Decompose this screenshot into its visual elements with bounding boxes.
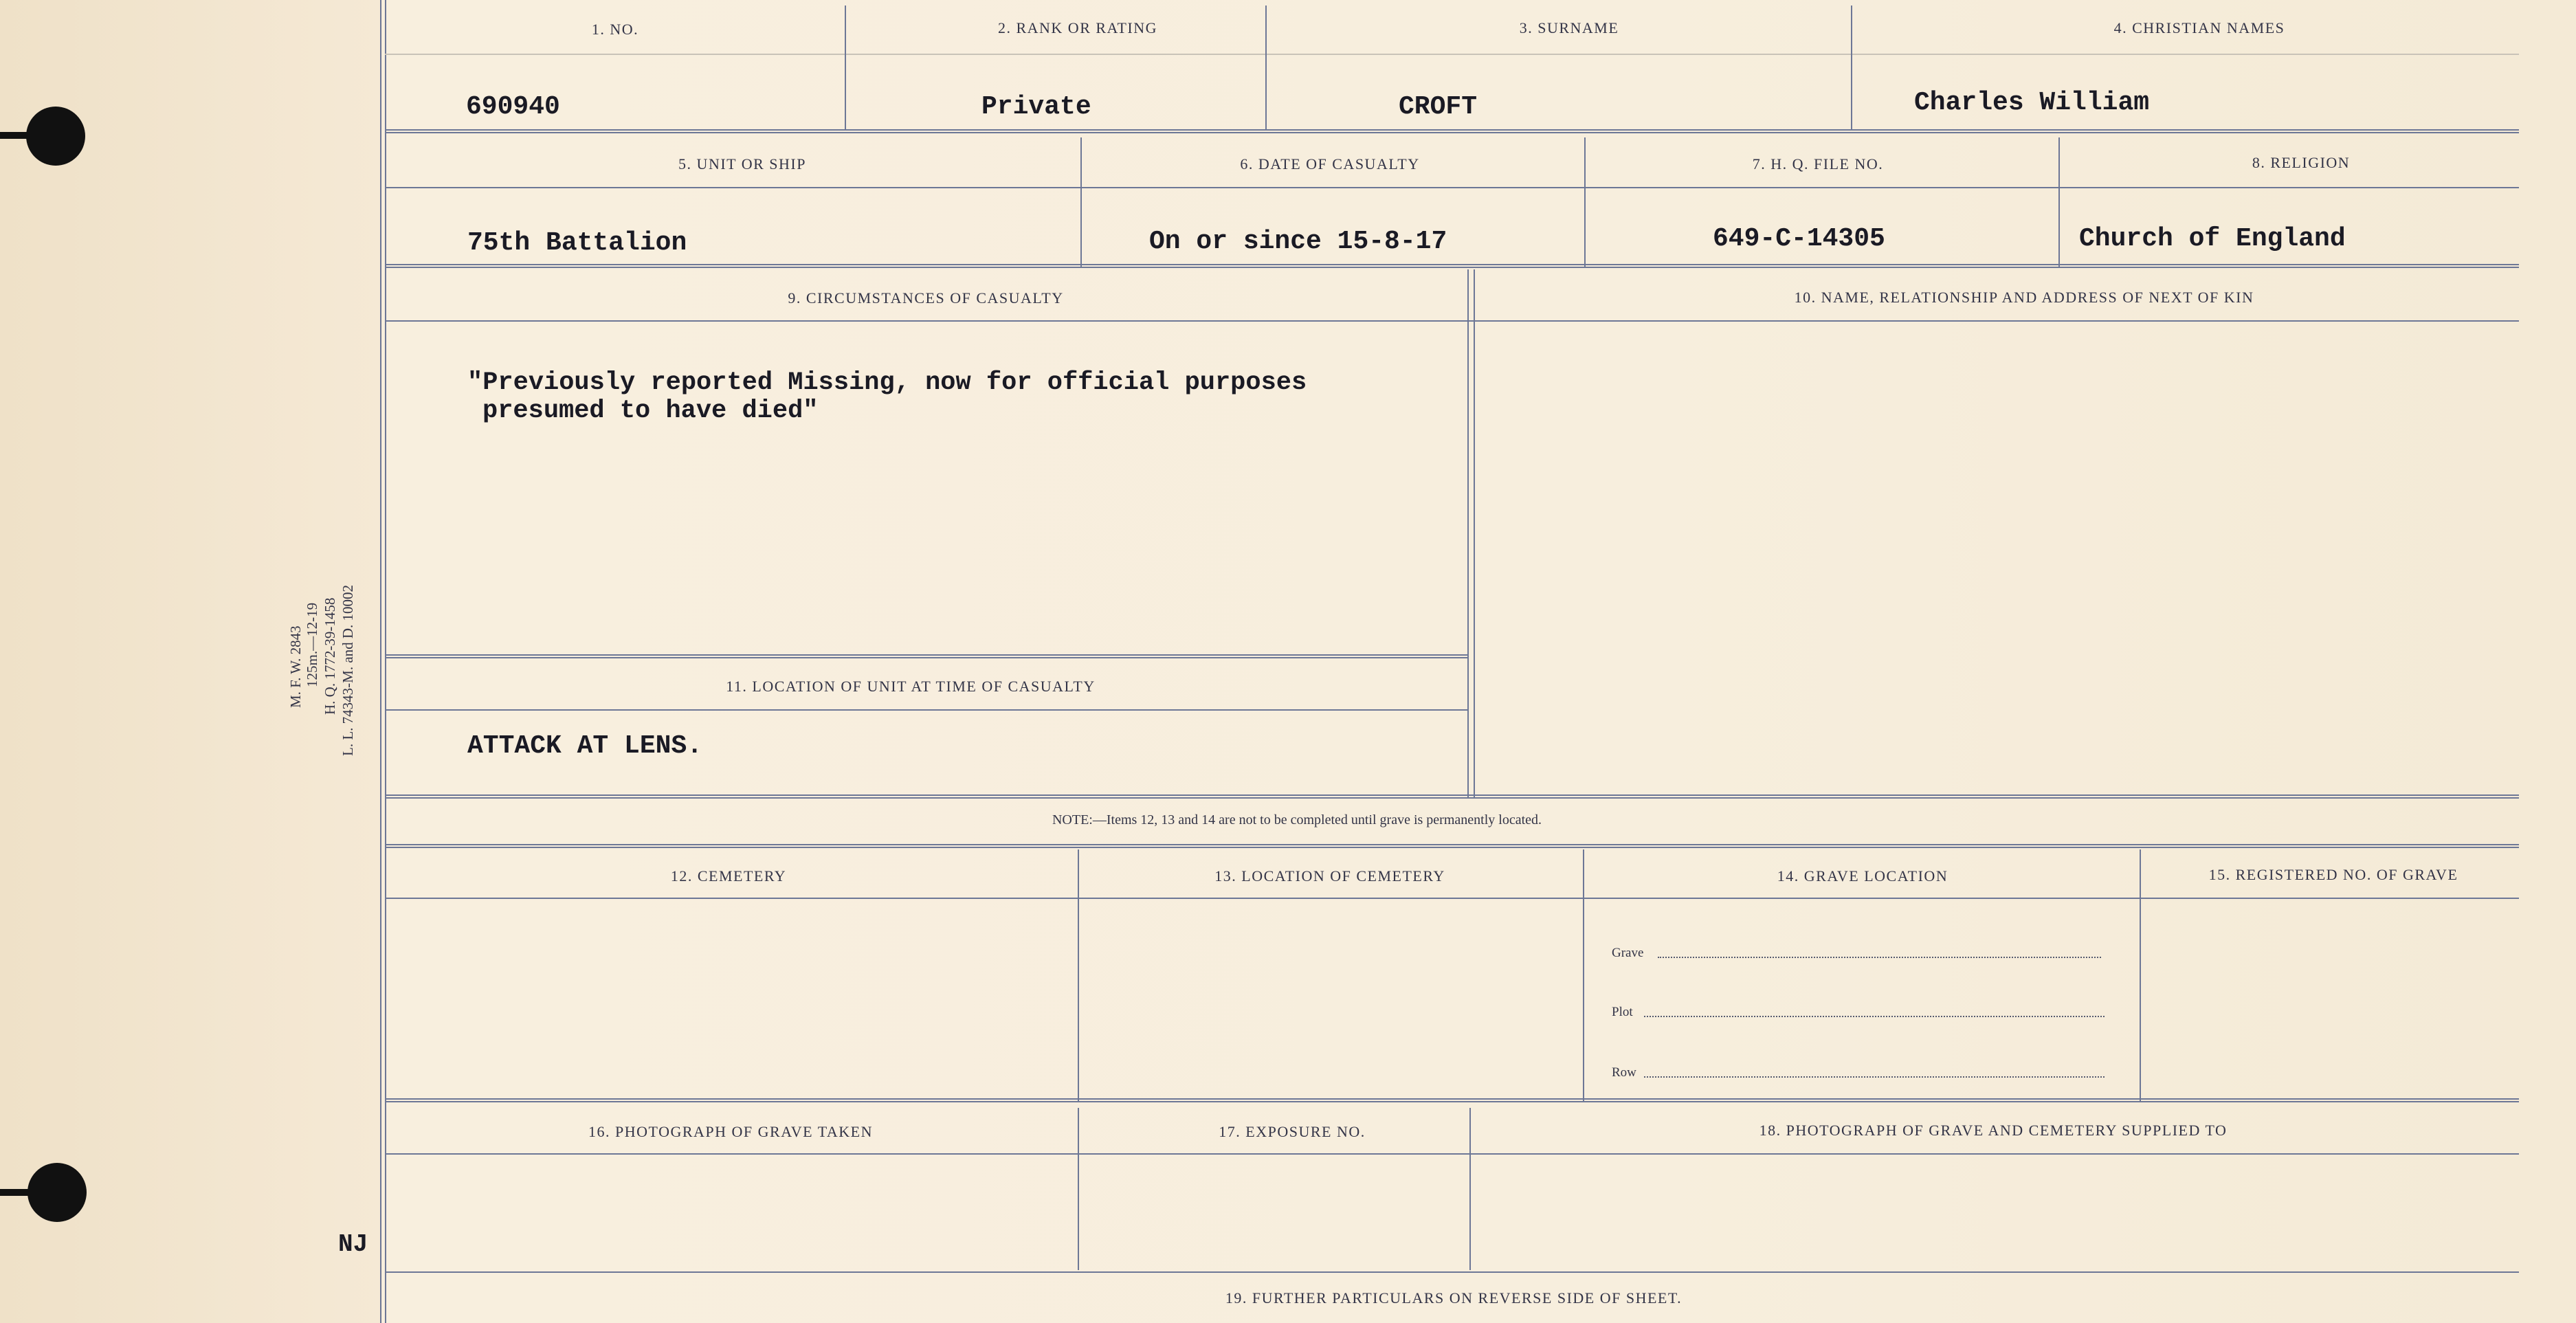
hq-file-no-label: 7. H. Q. FILE NO. bbox=[1752, 155, 1884, 173]
row2-sep-2 bbox=[1584, 137, 1586, 268]
location-top-rule bbox=[385, 654, 1467, 658]
row5-bottom-rule bbox=[385, 1271, 2519, 1273]
row3-sep bbox=[1467, 269, 1469, 799]
date-of-casualty-value: On or since 15-8-17 bbox=[1149, 227, 1447, 256]
rank-label: 2. RANK OR RATING bbox=[997, 19, 1158, 36]
row1-sep-1 bbox=[845, 5, 846, 129]
row2-bottom-rule bbox=[385, 264, 2519, 268]
hq-print: H. Q. 1772-39-1458 bbox=[322, 597, 338, 715]
grave-field-label: Grave bbox=[1612, 946, 1644, 960]
row4-bottom-rule bbox=[385, 1098, 2519, 1102]
note-bottom-rule bbox=[385, 844, 2519, 848]
photograph-taken-label: 16. PHOTOGRAPH OF GRAVE TAKEN bbox=[588, 1123, 873, 1140]
row5-sep-1 bbox=[1078, 1108, 1079, 1270]
punch-hole-top-tab bbox=[0, 132, 34, 139]
row3-label-rule bbox=[385, 320, 2519, 322]
punch-hole-bottom-tab bbox=[0, 1189, 34, 1196]
religion-label: 8. RELIGION bbox=[2252, 154, 2351, 171]
row2-label-rule bbox=[385, 187, 2519, 188]
row4-sep-2 bbox=[1583, 849, 1584, 1101]
grave-location-label: 14. GRAVE LOCATION bbox=[1777, 867, 1948, 885]
unit-label: 5. UNIT OR SHIP bbox=[678, 155, 806, 173]
surname-value: CROFT bbox=[1399, 92, 1478, 122]
row1-bottom-rule bbox=[385, 129, 2519, 133]
completion-note: NOTE:—Items 12, 13 and 14 are not to be completed until grave is permanently located. bbox=[1052, 812, 1542, 827]
location-label-rule bbox=[385, 709, 1467, 711]
further-particulars-label: 19. FURTHER PARTICULARS ON REVERSE SIDE OF SHEET. bbox=[1225, 1289, 1683, 1307]
row4-sep-1 bbox=[1078, 849, 1079, 1101]
form-number-print: M. F. W. 2843 bbox=[287, 625, 304, 708]
date-of-casualty-label: 6. DATE OF CASUALTY bbox=[1240, 155, 1420, 173]
registered-no-label: 15. REGISTERED NO. OF GRAVE bbox=[2208, 866, 2458, 883]
christian-names-label: 4. CHRISTIAN NAMES bbox=[2113, 19, 2285, 36]
location-of-unit-label: 11. LOCATION OF UNIT AT TIME OF CASUALTY bbox=[726, 678, 1096, 695]
next-of-kin-label: 10. NAME, RELATIONSHIP AND ADDRESS OF NEXT OF KIN bbox=[1794, 289, 2254, 306]
hq-file-no-value: 649-C-14305 bbox=[1713, 224, 1885, 254]
punch-hole-top bbox=[26, 107, 85, 166]
row4-label-rule bbox=[385, 898, 2519, 899]
frame-left-rule-2 bbox=[385, 0, 386, 1323]
circumstances-label: 9. CIRCUMSTANCES OF CASUALTY bbox=[788, 289, 1064, 307]
plot-field-line bbox=[1644, 1016, 2105, 1017]
cemetery-label: 12. CEMETERY bbox=[670, 867, 787, 885]
row5-sep-2 bbox=[1469, 1108, 1471, 1270]
christian-names-value: Charles William bbox=[1914, 88, 2150, 118]
surname-label: 3. SURNAME bbox=[1519, 19, 1619, 36]
religion-value: Church of England bbox=[2079, 224, 2346, 254]
row4-sep-3 bbox=[2140, 849, 2141, 1101]
circumstances-line-2: presumed to have died" bbox=[482, 397, 819, 425]
unit-value: 75th Battalion bbox=[467, 228, 687, 258]
row1-sep-3 bbox=[1851, 5, 1852, 129]
no-label: 1. NO. bbox=[591, 21, 639, 38]
location-of-cemetery-label: 13. LOCATION OF CEMETERY bbox=[1214, 867, 1445, 885]
grave-field-line bbox=[1658, 957, 2101, 958]
circumstances-line-1: "Previously reported Missing, now for official purposes bbox=[467, 368, 1307, 397]
print-run-print: 125m.—12-19 bbox=[304, 602, 320, 687]
row1-sep-2 bbox=[1265, 5, 1267, 129]
row2-sep-3 bbox=[2058, 137, 2060, 268]
rank-value: Private bbox=[981, 92, 1091, 122]
row5-label-rule bbox=[385, 1153, 2519, 1155]
no-value: 690940 bbox=[466, 92, 560, 122]
row1-top-rule bbox=[385, 54, 2519, 55]
frame-left-rule bbox=[380, 0, 381, 1323]
row2-sep-1 bbox=[1080, 137, 1082, 268]
punch-hole-bottom bbox=[27, 1163, 87, 1222]
ll-print: L. L. 74343-M. and D. 10002 bbox=[340, 584, 356, 756]
plot-field-label: Plot bbox=[1612, 1005, 1633, 1019]
row-field-line bbox=[1644, 1076, 2105, 1078]
note-top-rule bbox=[385, 794, 2519, 799]
exposure-no-label: 17. EXPOSURE NO. bbox=[1219, 1123, 1366, 1140]
clerk-initials: NJ bbox=[338, 1230, 368, 1258]
row3-sep-2 bbox=[1474, 269, 1475, 799]
photograph-supplied-label: 18. PHOTOGRAPH OF GRAVE AND CEMETERY SUPPLIED TO bbox=[1759, 1122, 2228, 1139]
row-field-label: Row bbox=[1612, 1065, 1636, 1080]
location-of-unit-value: ATTACK AT LENS. bbox=[467, 731, 703, 761]
